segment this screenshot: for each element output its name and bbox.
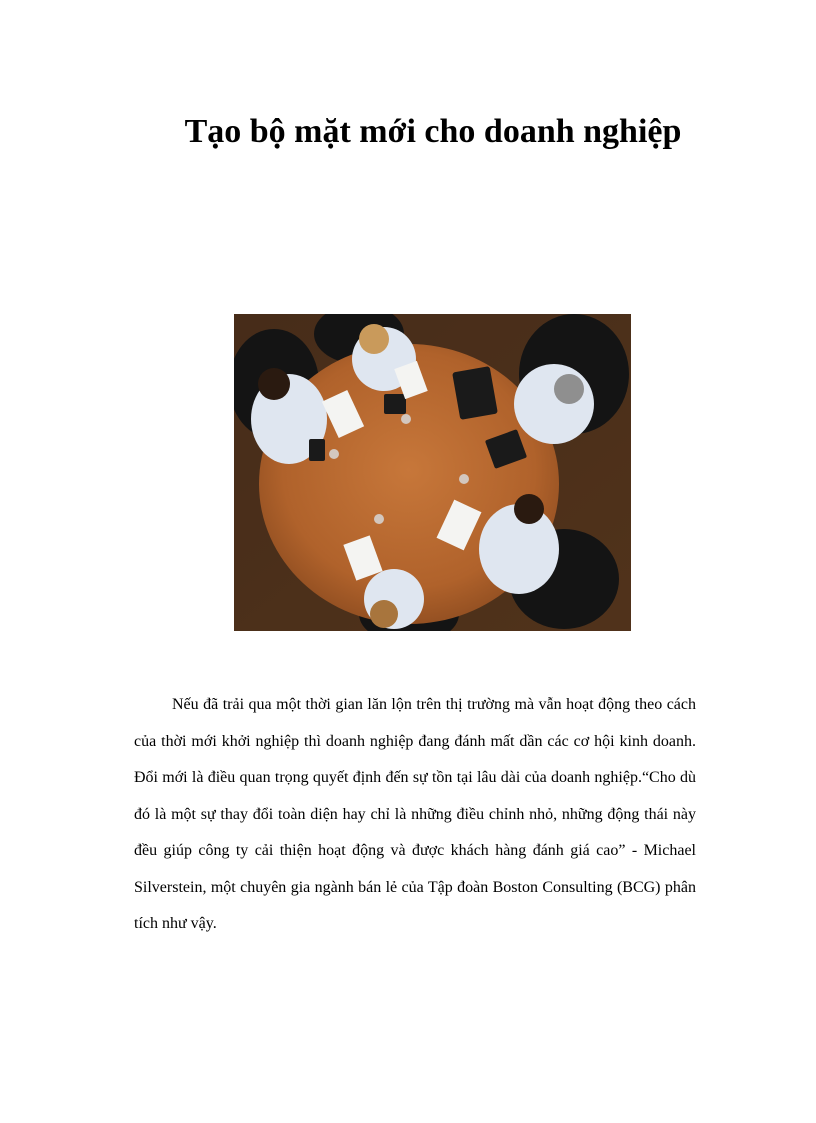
body-paragraph: Nếu đã trải qua một thời gian lăn lộn trên thị trường mà vẫn hoạt động theo cách của thời mới khởi nghiệp thì doanh nghiệp đang đánh mất dần các cơ hội kinh doanh. Đổi mới là điều quan trọng quyết định đến sự tồn tại lâu dài của doanh nghiệp.“Cho dù đó là một sự thay đổi toàn diện hay chỉ là những điều chỉnh nhỏ, những động thái này đều giúp công ty cải thiện hoạt động và được khách hàng đánh giá cao” - Michael Silverstein, một chuyên gia ngành bán lẻ của Tập đoàn Boston Consulting (BCG) phân tích như vậy. (134, 696, 696, 932)
page-title: Tạo bộ mặt mới cho doanh nghiệp (184, 113, 682, 150)
meeting-photo (234, 314, 631, 631)
meeting-photo-illustration (234, 314, 631, 631)
